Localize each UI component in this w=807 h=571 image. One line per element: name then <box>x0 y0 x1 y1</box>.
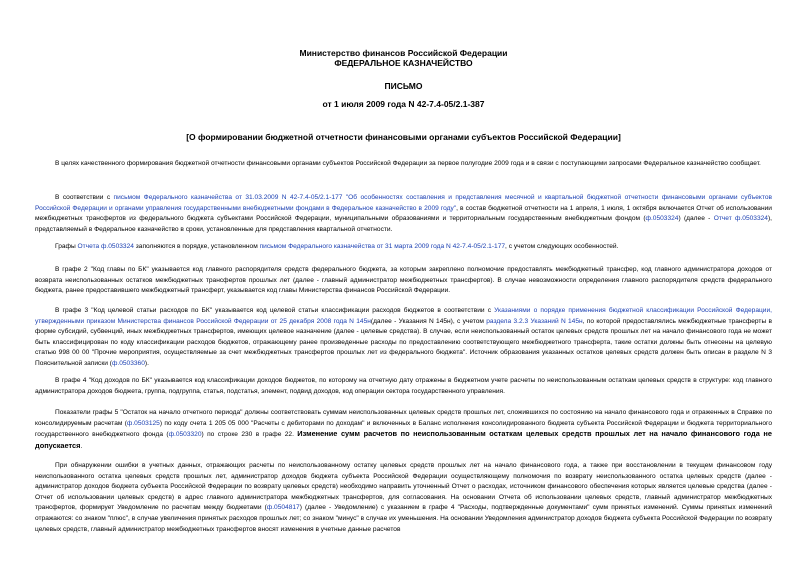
link-form-0503125[interactable]: ф.0503125 <box>126 419 160 427</box>
link-letter-31-march-2009[interactable]: письмом Федерального казначейства от 31 марта 2009 года N 42-7.4-05/2.1-177 <box>259 243 506 250</box>
paragraph-6: В графе 4 "Код доходов по БК" указывается код классификации доходов бюджетов, по которому на отчетную дату отражены в бюджетном учете расчеты по неиспользованным остаткам целевых средств в структуре: код главного администратора доходов бюджета, группа, подгруппа, статья, подстатья, элемент, подвид доходов, код операции сектора государственного управления. <box>35 377 772 395</box>
ministry-name: Министерство финансов Российской Федерации <box>299 48 508 58</box>
link-form-0503320[interactable]: ф.0503320 <box>168 431 202 439</box>
paragraph-3: Графы Отчета ф.0503324 заполняются в порядке, установленном письмом Федерального казначейства от 31 марта 2009 года N 42-7.4-05/2.1-177, с учетом следующих особенностей. <box>55 243 619 250</box>
treasury-name: ФЕДЕРАЛЬНОЕ КАЗНАЧЕЙСТВО <box>334 58 473 68</box>
paragraph-5: В графе 3 "Код целевой статьи расходов по БК" указывается код целевой статьи классификации расходов бюджетов в соответствии с Указаниями о порядке применения бюджетной классификации Российской Федерации, утвержденными приказом Министерства финансов Российской Федерации от 25 декабря 2008 года N 145н(далее - Указания N 145н), с учетом раздела 3.2.3 Указаний N 145н, по которой предоставлялись межбюджетные трансферты в форме субсидий, субвенций, иных межбюджетных трансфертов, имеющих целевое назначение (далее - целевые средства). В случае, если неиспользованный остаток целевых средств прошлых лет на начало финансового года не может быть классифицирован по коду классификации расходов бюджетов, отражающему ранее произведенные расходы по предоставлению соответствующего межбюджетного трансферта, такие остатки должны быть отнесены на целевую статью 998 00 00 "Прочие мероприятия, осуществляемые за счет межбюджетных трансфертов прошлых лет из федерального бюджета". Источник образования указанных остатков целевых средств должен быть описан в разделе N 3 Пояснительной записки (ф.0503360). <box>35 307 772 367</box>
document-number: от 1 июля 2009 года N 42-7.4-05/2.1-387 <box>322 99 485 109</box>
link-form-0503360[interactable]: ф.0503360 <box>111 359 145 367</box>
paragraph-7: Показатели графы 5 "Остаток на начало отчетного периода" должны соответствовать суммам неиспользованных целевых средств прошлых лет, сложившихся по состоянию на начало финансового года и отраженных в Справке по консолидируемым расчетам (ф.0503125) по коду счета 1 205 05 000 "Расчеты с дебиторами по доходам" и включенных в Баланс исполнения консолидированного бюджета субъекта Российской Федерации и бюджета территориального государственного внебюджетного фонда (ф.0503320) по строке 230 в графе 22. Изменение сумм расчетов по неиспользованным остаткам целевых средств прошлых лет на начало финансового года не допускается. <box>35 409 772 450</box>
link-order-145n[interactable]: , утвержденными приказом Министерства финансов Российской Федерации от 25 декабря 2008 года N 145н <box>35 307 772 325</box>
link-form-0504817[interactable]: ф.0504817 <box>266 504 300 512</box>
document-type: ПИСЬМО <box>384 81 423 91</box>
link-section-3-2-3[interactable]: раздела 3.2.3 Указаний N 145н <box>486 317 583 325</box>
link-form-0503324[interactable]: ф.0503324 <box>645 215 679 223</box>
link-budget-classification-instructions[interactable]: Указаниями о порядке применения бюджетной классификации Российской Федерации <box>494 307 771 314</box>
document-title: [О формировании бюджетной отчетности финансовыми органами субъектов Российской Федерации] <box>186 132 621 142</box>
bold-notice: Изменение сумм расчетов по неиспользованным остаткам целевых средств прошлых лет на начало финансового года не допускается <box>35 429 772 450</box>
link-report-0503324-columns[interactable]: Отчета ф.0503324 <box>77 243 134 250</box>
paragraph-8: При обнаружении ошибки в учетных данных, отражающих расчеты по неиспользованному остатку целевых средств прошлых лет на начало финансового года, а также при восстановлении в текущем финансовом году неиспользованного остатка целевых средств прошлых лет, администратор доходов бюджета субъекта Российской Федерации осуществляющему полномочия по возврату неиспользованного остатка целевых средств (далее - администратор доходов бюджета субъекта Российской Федерации по возврату целевых средств) необходимо направить уточненный Отчет о расходах, источником финансового обеспечения которых является целевые средства (далее - Отчет об использовании целевых средств) в адрес главного администратора межбюджетных трансфертов, для согласования. На основании Отчета об использовании целевых средств, главный администратор межбюджетных трансфертов, формирует Уведомление по расчетам между бюджетами (ф.0504817) (далее - Уведомление) с указанием в графе 4 "Расходы, подтвержденные документами" сумм принятых изменений. Суммы принятых изменений отражаются: со знаком "плюс", в случае увеличения принятых расходов прошлых лет; со знаком "минус" в случае их уменьшения. На основании Уведомления администратор доходов бюджета субъекта Российской Федерации по возврату целевых средств, главный администратор межбюджетных трансфертов вносят изменения в учетные данные расчетов <box>35 462 772 533</box>
link-letter-31-03-2009[interactable]: письмом Федерального казначейства от 31.03.2009 N 42-7.4-05/2.1-177 "Об особенностях составления и представления месячной и квартальной бюджетной отчетности финансовыми органами субъектов Российской Федерации и органами управления государственными внебюджетными фондами в Федеральное казначейство в 2009 году" <box>35 194 773 212</box>
paragraph-2: В соответствии с письмом Федерального казначейства от 31.03.2009 N 42-7.4-05/2.1-177 "Об особенностях составления и представления месячной и квартальной бюджетной отчетности финансовыми органами субъектов Российской Федерации и органами управления государственными внебюджетными фондами в Федеральное казначейство в 2009 году", в состав бюджетной отчетности на 1 апреля, 1 июля, 1 октября включается Отчет об использовании межбюджетных трансфертов из федерального бюджета субъектами Российской Федерации, муниципальными образованиями и территориальным государственным внебюджетным фондом (ф.0503324) (далее - Отчет ф.0503324), представляемый в Федеральное казначейство в сроки, установленные для представления квартальной отчетности. <box>35 194 773 233</box>
link-report-0503324[interactable]: Отчет ф.0503324 <box>713 215 768 223</box>
paragraph-1: В целях качественного формирования бюджетной отчетности финансовыми органами субъектов Российской Федерации за первое полугодие 2009 года и в связи с поступающими запросами Федеральное казначейство сообщает. <box>55 160 761 167</box>
paragraph-4: В графе 2 "Код главы по БК" указывается код главного распорядителя средств федерального бюджета, за которым закреплено полномочие предоставлять межбюджетный трансфер, код главного администратора доходов от возврата неиспользованных остатков межбюджетных трансфертов прошлых лет (далее - главный администратор межбюджетных трансфертов). В случае невозможности определения главного распорядителя средств федерального бюджета, ранее предоставившего межбюджетный трансферт, указывается код главы Министерства финансов Российской Федерации. <box>35 266 772 295</box>
